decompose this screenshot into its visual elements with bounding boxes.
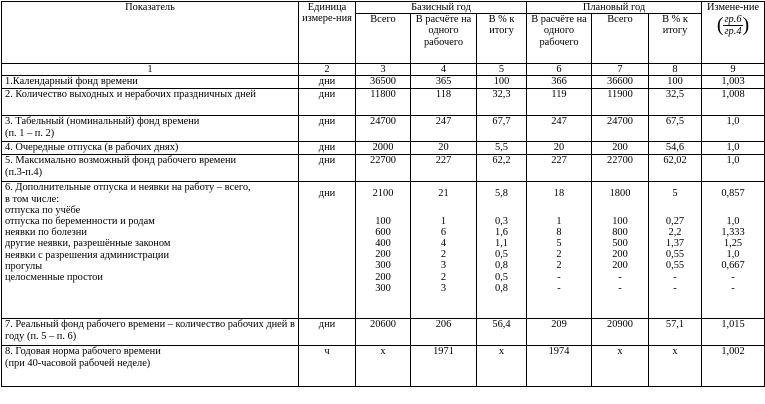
subitem-value: 0,667 bbox=[721, 260, 745, 272]
row-label-cell bbox=[2, 346, 299, 387]
plan-total-column-cell bbox=[592, 182, 649, 319]
plan-total-cell: 24700 bbox=[592, 116, 649, 142]
base-total-column-cell bbox=[356, 182, 411, 319]
row-label: 6. Дополнительные отпуска и неявки на работу – всего, bbox=[5, 182, 251, 194]
subitem-value: 0,8 bbox=[495, 282, 508, 294]
subitem-value: 1 bbox=[556, 215, 562, 227]
subitem-value: 0,5 bbox=[495, 271, 508, 283]
subitem-value: - bbox=[618, 271, 622, 283]
row-label-cell bbox=[2, 182, 299, 319]
subitem-value: - bbox=[673, 282, 677, 294]
change-cell: 1,0 bbox=[702, 116, 765, 142]
change-cell: 1,015 bbox=[702, 319, 765, 346]
subitem-value: 1,1 bbox=[495, 238, 508, 250]
col-number: 3 bbox=[356, 64, 411, 76]
change-formula-denominator: гр.4 bbox=[724, 26, 742, 38]
subitem-value: 1,0 bbox=[726, 249, 740, 261]
subitem-label: целосменные простои bbox=[5, 272, 103, 284]
header-base-per-worker: В расчёте на одного рабочего bbox=[411, 14, 477, 64]
base-per-worker-cell: 1971 bbox=[411, 346, 477, 387]
base-total-cell: 11800 bbox=[356, 89, 411, 116]
plan-total-cell: 1800 bbox=[609, 188, 631, 200]
subitem-value: 2 bbox=[556, 249, 562, 261]
subitem-value: 6 bbox=[440, 226, 447, 238]
plan-pct-cell: 57,1 bbox=[649, 319, 702, 346]
plan-per-worker-cell: 20 bbox=[527, 142, 592, 155]
plan-per-worker-cell: 18 bbox=[553, 188, 565, 200]
subitem-value: 1,6 bbox=[495, 226, 508, 238]
subitem-value: 1,25 bbox=[723, 238, 743, 250]
plan-pct-column-cell bbox=[649, 182, 702, 319]
row-label-cell bbox=[2, 155, 299, 182]
col-number: 7 bbox=[592, 64, 649, 76]
header-unit: Единица измере-ния bbox=[299, 2, 356, 64]
subitem-value: - bbox=[557, 271, 561, 283]
subitem-value: - bbox=[557, 282, 561, 294]
change-formula-numerator: гр.6 bbox=[724, 14, 742, 26]
subitem-value: 100 bbox=[375, 215, 391, 227]
base-per-worker-cell: 227 bbox=[411, 155, 477, 182]
row-label: 3. Табельный (номинальный) фонд времени bbox=[5, 116, 200, 128]
row-label: 5. Максимально возможный фонд рабочего времени bbox=[5, 155, 237, 167]
subitem-value: 0,5 bbox=[495, 249, 508, 261]
row-label: 4. Очередные отпуска (в рабочих днях) bbox=[2, 142, 299, 155]
row-label-sub: в том числе: bbox=[5, 193, 60, 205]
change-formula bbox=[723, 14, 742, 37]
subitem-value: 4 bbox=[440, 238, 447, 250]
subitem-value: 1,37 bbox=[665, 238, 685, 250]
subitem-value: 2 bbox=[440, 271, 447, 283]
subitem-value: 1,333 bbox=[721, 226, 745, 238]
row-unit: ч bbox=[299, 346, 356, 387]
change-cell: 0,857 bbox=[721, 188, 745, 200]
base-pct-cell: 67,7 bbox=[477, 116, 527, 142]
plan-pct-cell: x bbox=[649, 346, 702, 387]
plan-total-cell: 200 bbox=[592, 142, 649, 155]
working-time-fund-table bbox=[1, 1, 765, 387]
table-row bbox=[2, 76, 765, 89]
subitem-value: 200 bbox=[375, 249, 391, 261]
header-indicator: Показатель bbox=[2, 2, 299, 64]
subitem-value: 200 bbox=[612, 249, 628, 261]
table-row bbox=[2, 142, 765, 155]
subitem-label: неявки по болезни bbox=[5, 227, 87, 239]
subitem-value: 0,55 bbox=[665, 260, 685, 272]
plan-per-worker-cell: 209 bbox=[527, 319, 592, 346]
col-number: 1 bbox=[2, 64, 299, 76]
table-row bbox=[2, 346, 765, 387]
change-cell: 1,0 bbox=[702, 155, 765, 182]
subitem-value: 2 bbox=[440, 249, 447, 261]
row-unit: дни bbox=[299, 76, 356, 89]
base-total-cell: 24700 bbox=[356, 116, 411, 142]
subitem-value: - bbox=[731, 271, 735, 283]
subitem-value: 2 bbox=[556, 260, 562, 272]
row-unit-cell bbox=[299, 182, 356, 319]
table-row bbox=[2, 155, 765, 182]
subitem-label: другие неявки, разрешённые законом bbox=[5, 238, 171, 250]
plan-pct-cell: 100 bbox=[649, 76, 702, 89]
base-pct-cell: 56,4 bbox=[477, 319, 527, 346]
table-row bbox=[2, 116, 765, 142]
col-number: 9 bbox=[702, 64, 765, 76]
base-per-worker-cell: 118 bbox=[411, 89, 477, 116]
row-unit: дни bbox=[318, 188, 336, 200]
base-pct-column-cell bbox=[477, 182, 527, 319]
row-unit: дни bbox=[299, 116, 356, 142]
plan-pct-cell: 62,02 bbox=[649, 155, 702, 182]
base-total-cell: 2100 bbox=[372, 188, 394, 200]
plan-per-worker-cell: 247 bbox=[527, 116, 592, 142]
base-pct-cell: 32,3 bbox=[477, 89, 527, 116]
change-cell: 1,008 bbox=[702, 89, 765, 116]
base-total-cell: x bbox=[356, 346, 411, 387]
change-column-cell bbox=[702, 182, 765, 319]
subitem-value: 600 bbox=[375, 226, 391, 238]
subitem-value: 3 bbox=[440, 282, 447, 294]
row-label-note: (при 40-часовой рабочей неделе) bbox=[5, 357, 151, 369]
base-pct-cell: 100 bbox=[477, 76, 527, 89]
plan-per-worker-column-cell bbox=[527, 182, 592, 319]
row-unit: дни bbox=[299, 142, 356, 155]
base-pct-cell: 62,2 bbox=[477, 155, 527, 182]
plan-per-worker-cell: 119 bbox=[527, 89, 592, 116]
column-number-row bbox=[2, 64, 765, 76]
col-number: 4 bbox=[411, 64, 477, 76]
subitem-value: 0,8 bbox=[495, 260, 508, 272]
subitem-value: 400 bbox=[375, 238, 391, 250]
subitem-value: 500 bbox=[612, 238, 628, 250]
plan-pct-cell: 67,5 bbox=[649, 116, 702, 142]
change-cell: 1,003 bbox=[702, 76, 765, 89]
header-row-1 bbox=[2, 2, 765, 14]
col-number: 5 bbox=[477, 64, 527, 76]
base-pct-cell: x bbox=[477, 346, 527, 387]
base-per-worker-column-cell bbox=[411, 182, 477, 319]
subitem-value: 800 bbox=[612, 226, 628, 238]
base-per-worker-cell: 21 bbox=[438, 188, 449, 200]
subitem-label: неявки с разрешения администрации bbox=[5, 249, 170, 261]
row-label-formula: (п. 1 – п. 2) bbox=[5, 127, 55, 139]
base-per-worker-cell: 365 bbox=[411, 76, 477, 89]
subitem-value: 200 bbox=[375, 271, 391, 283]
col-number: 2 bbox=[299, 64, 356, 76]
subitem-value: 3 bbox=[440, 260, 447, 272]
subitem-value: 100 bbox=[612, 215, 628, 227]
plan-total-cell: 22700 bbox=[592, 155, 649, 182]
base-total-cell: 22700 bbox=[356, 155, 411, 182]
row-label: 8. Годовая норма рабочего времени bbox=[5, 346, 161, 358]
plan-total-cell: 11900 bbox=[592, 89, 649, 116]
header-plan-per-worker: В расчёте на одного рабочего bbox=[527, 14, 592, 64]
subitem-value: 2,2 bbox=[668, 226, 682, 238]
col-number: 8 bbox=[649, 64, 702, 76]
row-label-cell bbox=[2, 116, 299, 142]
header-plan-total: Всего bbox=[592, 14, 649, 64]
row-unit: дни bbox=[299, 319, 356, 346]
subitem-value: 300 bbox=[375, 260, 391, 272]
header-change bbox=[702, 2, 765, 64]
table-row bbox=[2, 89, 765, 116]
base-pct-cell: 5,5 bbox=[477, 142, 527, 155]
subitem-value: 0,3 bbox=[495, 215, 508, 227]
base-pct-cell: 5,8 bbox=[495, 188, 508, 200]
row-label-formula: (п.3-п.4) bbox=[5, 166, 43, 178]
plan-total-cell: x bbox=[592, 346, 649, 387]
change-cell: 1,0 bbox=[702, 142, 765, 155]
row-unit: дни bbox=[299, 155, 356, 182]
subitem-label: отпуска по учёбе bbox=[5, 204, 81, 216]
base-total-cell: 20600 bbox=[356, 319, 411, 346]
left-paren-icon: ( bbox=[716, 14, 724, 37]
subitem-value: 1,0 bbox=[726, 215, 740, 227]
header-plan-pct: В % к итогу bbox=[649, 14, 702, 64]
plan-pct-cell: 32,5 bbox=[649, 89, 702, 116]
table-row bbox=[2, 319, 765, 346]
right-paren-icon: ) bbox=[742, 14, 750, 37]
plan-total-cell: 20900 bbox=[592, 319, 649, 346]
row-label: 7. Реальный фонд рабочего времени – количество рабочих дней в году (п. 5 – п. 6) bbox=[2, 319, 299, 346]
header-change-label: Измене-ние bbox=[707, 2, 760, 13]
header-base-total: Всего bbox=[356, 14, 411, 64]
plan-per-worker-cell: 227 bbox=[527, 155, 592, 182]
subitem-value: 0,27 bbox=[665, 215, 685, 227]
plan-pct-cell: 5 bbox=[672, 188, 678, 200]
subitem-value: 300 bbox=[375, 282, 391, 294]
plan-per-worker-cell: 366 bbox=[527, 76, 592, 89]
plan-total-cell: 36600 bbox=[592, 76, 649, 89]
subitem-value: 0,55 bbox=[665, 249, 685, 261]
base-total-cell: 36500 bbox=[356, 76, 411, 89]
col-number: 6 bbox=[527, 64, 592, 76]
header-base-year: Базисный год bbox=[356, 2, 527, 14]
plan-per-worker-cell: 1974 bbox=[527, 346, 592, 387]
subitem-value: - bbox=[731, 282, 735, 294]
subitem-label: отпуска по беременности и родам bbox=[5, 216, 155, 228]
row-label: 2. Количество выходных и нерабочих праздничных дней bbox=[2, 89, 299, 116]
base-per-worker-cell: 206 bbox=[411, 319, 477, 346]
base-total-cell: 2000 bbox=[356, 142, 411, 155]
base-per-worker-cell: 247 bbox=[411, 116, 477, 142]
table-row bbox=[2, 182, 765, 319]
header-base-pct: В % к итогу bbox=[477, 14, 527, 64]
subitem-label: прогулы bbox=[5, 260, 43, 272]
subitem-value: - bbox=[673, 271, 677, 283]
base-per-worker-cell: 20 bbox=[411, 142, 477, 155]
row-label: 1.Календарный фонд времени bbox=[2, 76, 299, 89]
header-plan-year: Плановый год bbox=[527, 2, 702, 14]
subitem-value: 8 bbox=[556, 226, 562, 238]
subitem-value: 5 bbox=[556, 238, 562, 250]
subitem-value: 200 bbox=[612, 260, 628, 272]
subitem-value: - bbox=[618, 282, 622, 294]
subitem-value: 1 bbox=[440, 215, 447, 227]
change-cell: 1,002 bbox=[702, 346, 765, 387]
row-unit: дни bbox=[299, 89, 356, 116]
plan-pct-cell: 54,6 bbox=[649, 142, 702, 155]
